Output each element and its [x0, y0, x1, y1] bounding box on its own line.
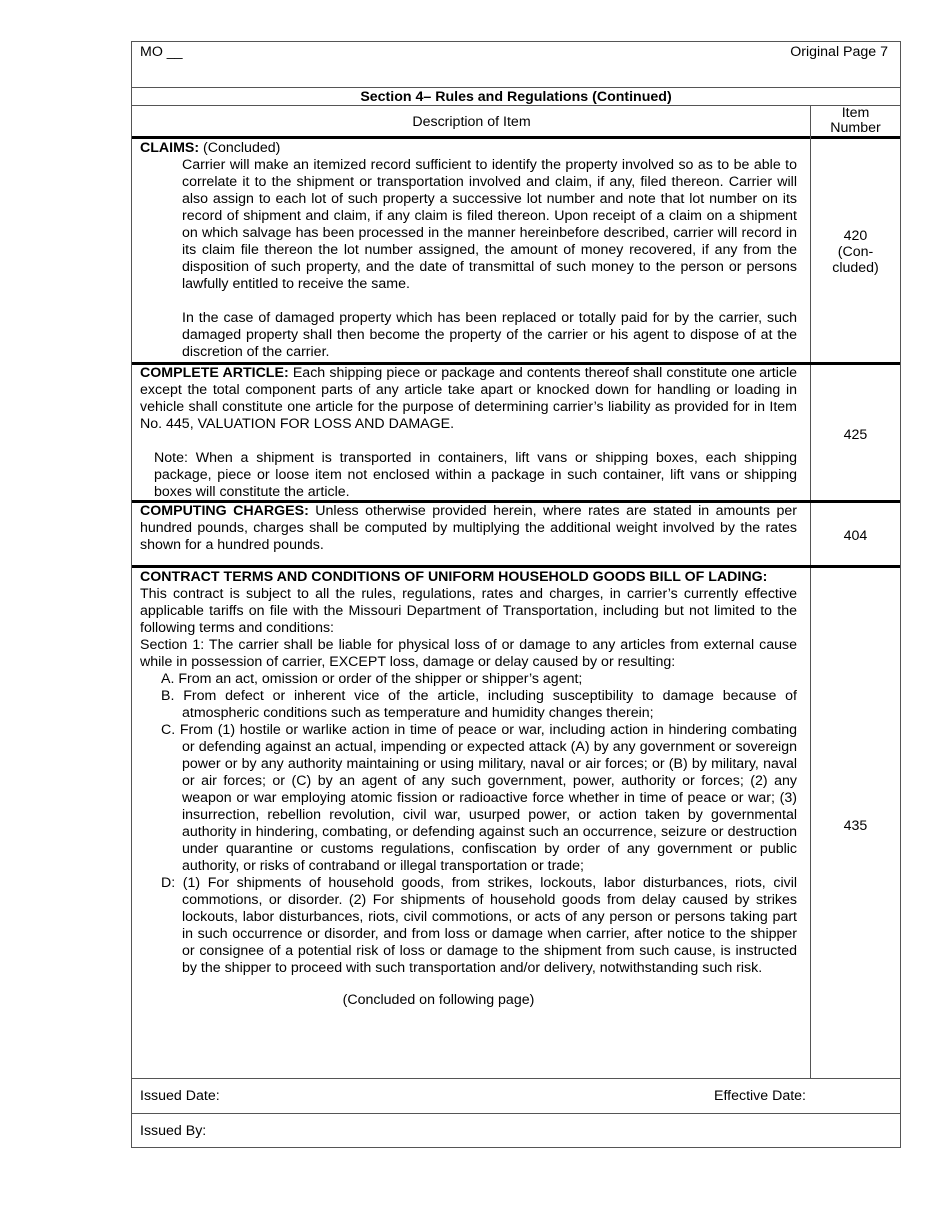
- claims-paragraph-2: In the case of damaged property which has been replaced or totally paid for by the carrier, such damaged property shall then become the property of the carrier or his agent to dispose of at the discretion of the carrier.: [182, 310, 797, 360]
- footer-dates: [132, 1078, 900, 1114]
- item-row-complete-article: [132, 365, 900, 500]
- complete-article-body: Each shipping piece or package and contents thereof shall constitute one article except the total component parts of any article take apart or knocked down for handling or loading in vehicle shall constitute one article for the purpose of determining carrier’s liability as provided for in Item No. 445, VALUATION FOR LOSS AND DAMAGE.: [140, 365, 797, 432]
- footer-issuer: [132, 1114, 900, 1148]
- computing-charges-text: [140, 503, 797, 554]
- contract-terms-item-number: 435: [843, 818, 868, 834]
- computing-charges-body: Unless otherwise provided herein, where rates are stated in amounts per hundred pounds, charges shall be computed by multiplying the additional weight involved by the rates shown for a hundred pounds.: [140, 503, 798, 553]
- claims-text: [140, 140, 797, 361]
- complete-article-note: Note: When a shipment is transported in containers, lift vans or shipping boxes, each shipping package, piece or loose item not enclosed within a package in such container, lift vans or shipping boxes will constitute the article.: [154, 450, 797, 500]
- description-column-header: Description of Item: [412, 114, 531, 130]
- claims-item-number: [811, 228, 900, 276]
- issued-by-label: Issued By:: [140, 1123, 207, 1139]
- item-row-contract-terms: [132, 569, 900, 1077]
- contract-terms-clause-a: A. From an act, omission or order of the shipper or shipper’s agent;: [161, 671, 583, 687]
- computing-charges-item-number: 404: [843, 528, 868, 544]
- item-row-claims: [132, 140, 900, 362]
- contract-terms-clause-c: C. From (1) hostile or warlike action in time of peace or war, including action in hindering combating or defending against an actual, impending or expected attack (A) by any government or sovereign power or by any authority maintaining or using military, naval or air forces; or (B) by military, naval or air forces; or (C) by an agent of any such government, power, authority or forces; (2) any weapon or war employing atomic fission or radioactive force whether in time of peace or war; (3) insurrection, rebellion revolution, civil war, usurped power, or action taken by governmental authority in hindering, combating, or defending against such an occurrence, seizure or destruction under quarantine or customs regulations, confiscation by order of any government or public authority, or risks of contraband or illegal transportation or trade;: [161, 722, 797, 874]
- contract-terms-section-1: Section 1: The carrier shall be liable for physical loss of or damage to any articles from external cause while in possession of carrier, EXCEPT loss, damage or delay caused by or resulting:: [140, 637, 797, 670]
- claims-number-line3: cluded): [832, 260, 879, 276]
- state-code: MO __: [140, 44, 183, 60]
- contract-terms-heading: CONTRACT TERMS AND CONDITIONS OF UNIFORM HOUSEHOLD GOODS BILL OF LADING:: [140, 569, 768, 585]
- item-number-header-line1: Item: [841, 105, 870, 121]
- page-header: [132, 42, 900, 88]
- claims-paragraph-1: Carrier will make an itemized record sufficient to identify the property involved so as to be able to correlate it to the shipment or transportation involved and claim, if any, filed thereon. Carrier will also assign to each lot of such property a successive lot number and note that lot number on its record of shipment and claim, if any claim is filed thereon. Upon receipt of a claim on a shipment on which salvage has been processed in the manner hereinbefore described, carrier will record in its claim file thereon the lot number assigned, the amount of money recovered, if any from the disposition of such property, and the date of transmittal of such money to the person or persons lawfully entitled to receive the same.: [182, 157, 797, 292]
- claims-number-line1: 420: [843, 228, 868, 244]
- computing-charges-heading: COMPUTING CHARGES:: [140, 503, 309, 519]
- effective-date-label: Effective Date:: [714, 1088, 807, 1104]
- claims-heading-suffix: (Concluded): [199, 140, 281, 156]
- contract-terms-clause-d: D: (1) For shipments of household goods, from strikes, lockouts, labor disturbances, riots, civil commotions, or disorder. (2) For shipments of household goods from delay caused by strikes lockouts, labor disturbances, riots, civil commotions, or acts of any person or persons taking part in such occurrence or disorder, and from loss or damage when carrier, after notice to the shipper or consignee of a potential risk of loss or damage to the shipment from such cause, is instructed by the shipper to proceed with such transportation and/or delivery, notwithstanding such risk.: [161, 875, 797, 976]
- column-header: [132, 106, 900, 139]
- row-separator: [132, 565, 900, 568]
- complete-article-heading: COMPLETE ARTICLE:: [140, 365, 289, 381]
- complete-article-text: [140, 365, 797, 501]
- page-number: Original Page 7: [790, 44, 888, 60]
- issued-date-label: Issued Date:: [140, 1088, 220, 1104]
- item-row-computing-charges: [132, 503, 900, 565]
- contract-terms-intro: This contract is subject to all the rules, regulations, rates and charges, in carrier’s currently effective applicable tariffs on file with the Missouri Department of Transportation, including but not limited to the following terms and conditions:: [140, 586, 797, 636]
- contract-terms-text: [140, 569, 797, 1009]
- tariff-page: [131, 41, 901, 1148]
- section-title: Section 4– Rules and Regulations (Continued): [132, 88, 900, 106]
- claims-number-line2: (Con-: [837, 244, 874, 260]
- contract-terms-clause-b: B. From defect or inherent vice of the article, including susceptibility to damage because of atmospheric conditions such as temperature and humidity changes therein;: [161, 688, 797, 721]
- complete-article-item-number: 425: [843, 427, 868, 443]
- concluded-note: (Concluded on following page): [342, 992, 535, 1008]
- item-number-column-header: [811, 106, 900, 136]
- claims-heading: CLAIMS:: [140, 140, 200, 156]
- item-number-header-line2: Number: [830, 120, 881, 136]
